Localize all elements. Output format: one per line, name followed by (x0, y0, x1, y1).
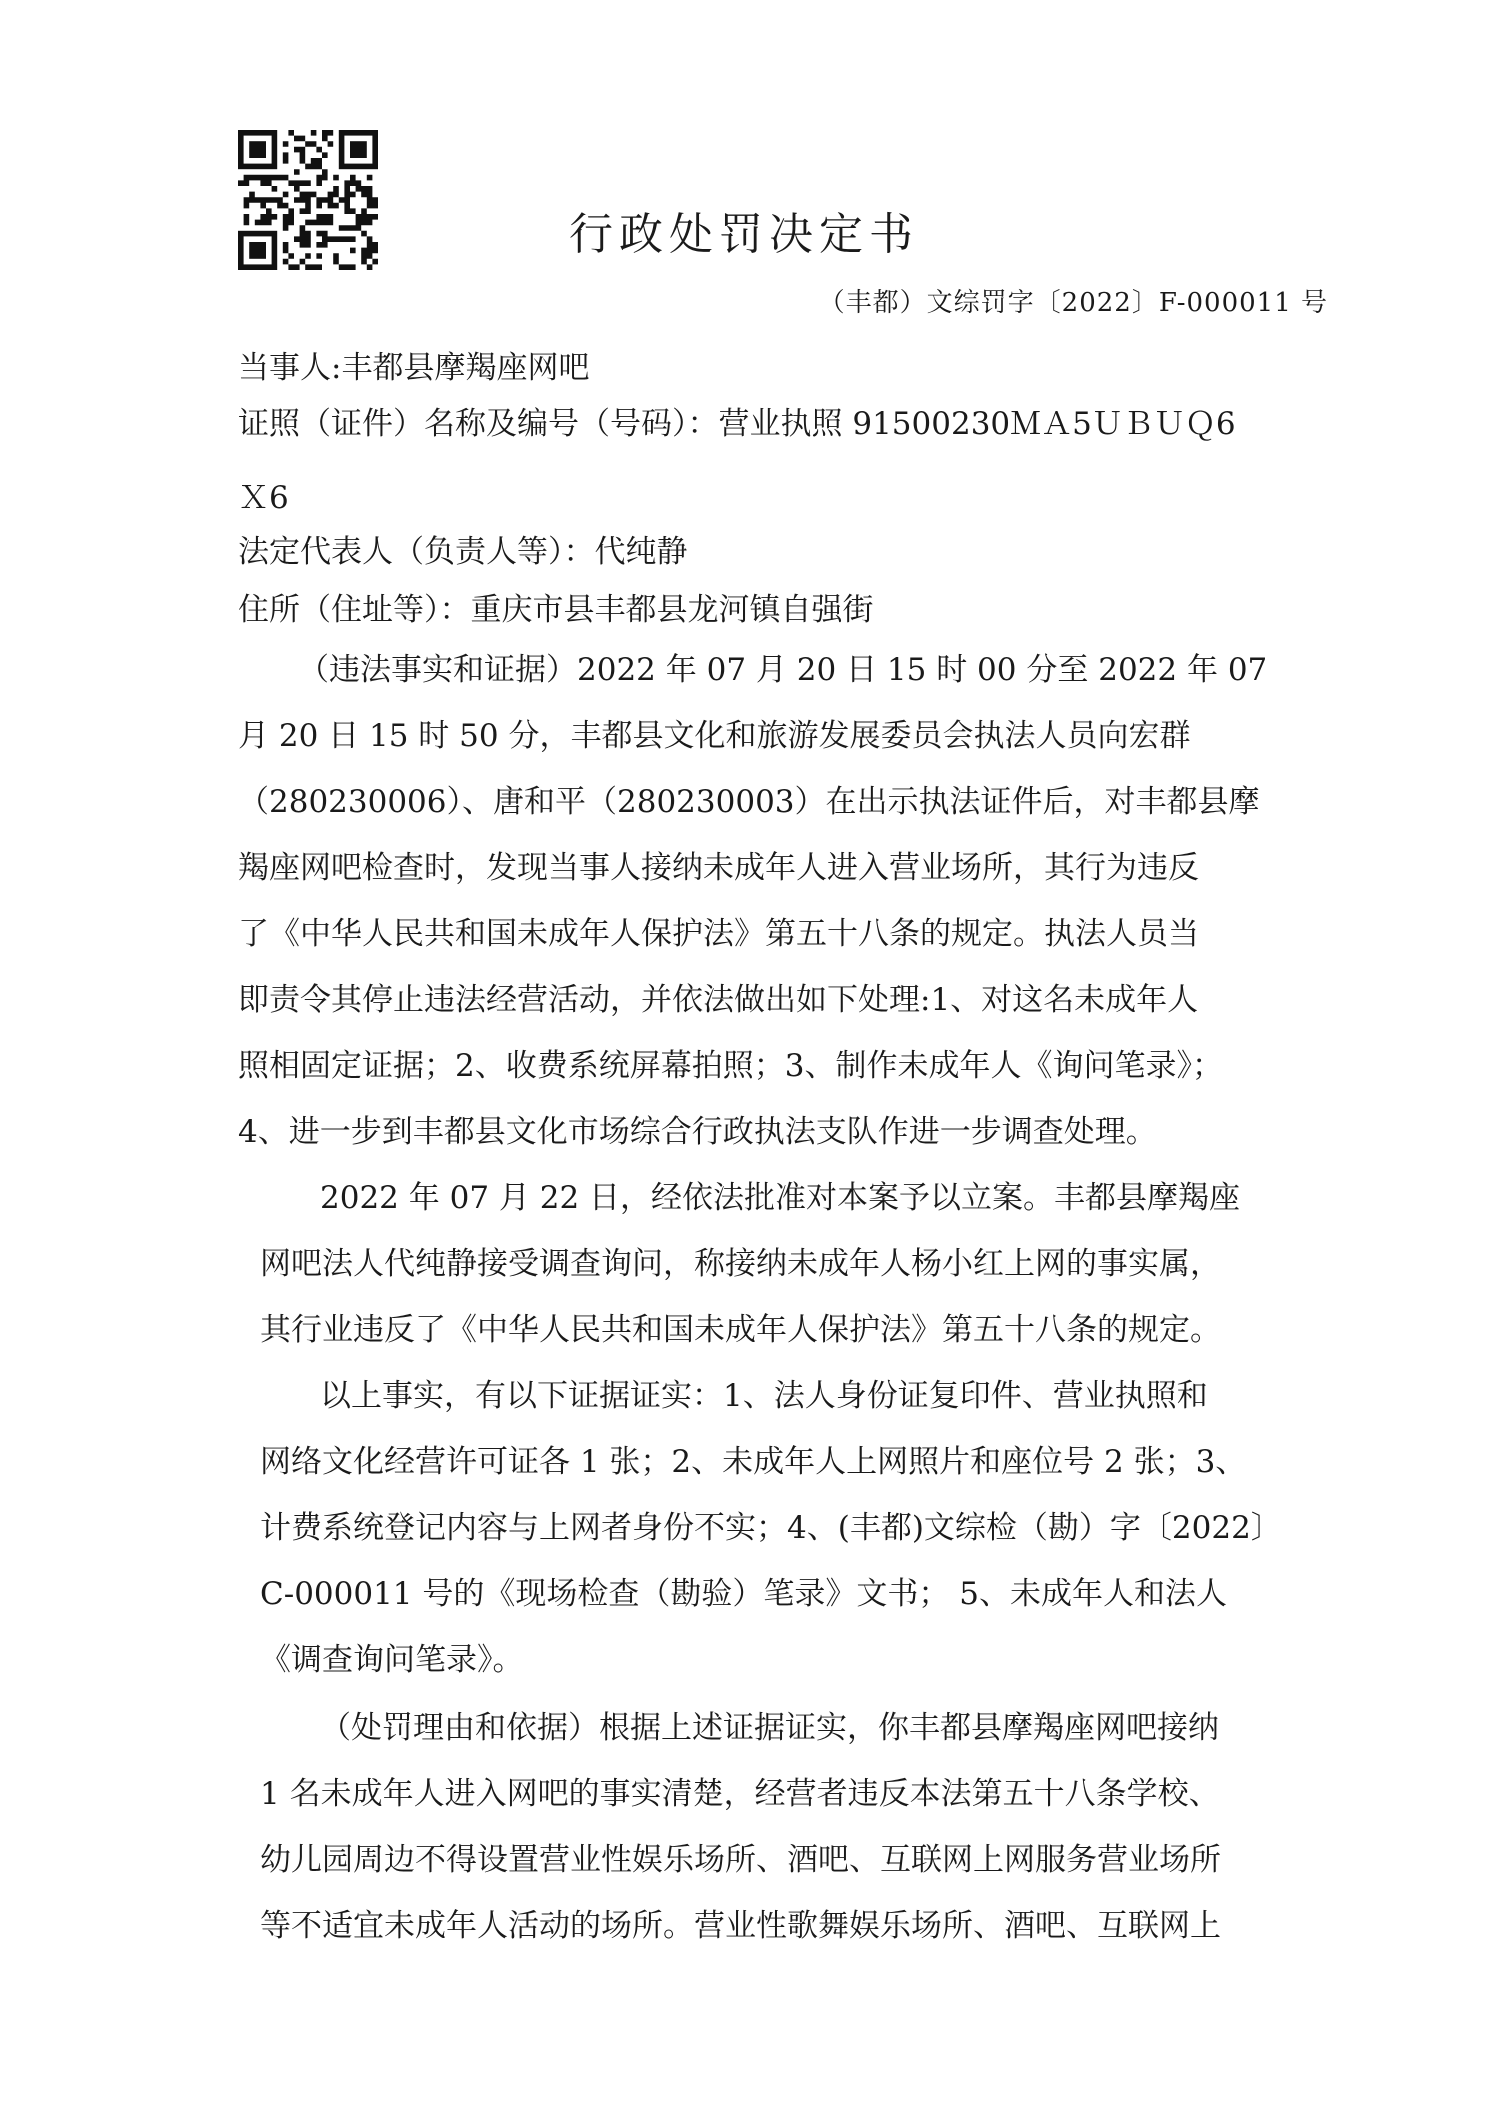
party-name: 当事人:丰都县摩羯座网吧 (238, 350, 590, 386)
text-line: （280230006）、唐和平（280230003）在出示执法证件后，对丰都县摩 (238, 784, 1260, 820)
text-line: 网络文化经营许可证各 1 张；2、未成年人上网照片和座位号 2 张；3、 (260, 1444, 1247, 1480)
text-line: 网吧法人代纯静接受调查询问，称接纳未成年人杨小红上网的事实属， (260, 1246, 1221, 1282)
text-line: 4、进一步到丰都县文化市场综合行政执法支队作进一步调查处理。 (238, 1114, 1157, 1150)
text-line: （处罚理由和依据）根据上述证据证实，你丰都县摩羯座网吧接纳 (320, 1710, 1219, 1746)
text-line: 月 20 日 15 时 50 分，丰都县文化和旅游发展委员会执法人员向宏群 (238, 718, 1191, 754)
text-line: 照相固定证据；2、收费系统屏幕拍照；3、制作未成年人《询问笔录》； (238, 1048, 1223, 1084)
text-line: C-000011 号的《现场检查（勘验）笔录》文书； 5、未成年人和法人 (260, 1576, 1227, 1612)
document-number: （丰都）文综罚字〔2022〕F-000011 号 (818, 288, 1328, 318)
text-line: 了《中华人民共和国未成年人保护法》第五十八条的规定。执法人员当 (238, 916, 1199, 952)
address: 住所（住址等）：重庆市县丰都县龙河镇自强街 (238, 592, 874, 628)
license-number: 证照（证件）名称及编号（号码）：营业执照 91500230ＭＡ5ＵＢＵＱ6 (238, 406, 1236, 442)
license-number-cont: Ｘ6 (238, 480, 289, 516)
text-line: 即责令其停止违法经营活动，并依法做出如下处理:1、对这名未成年人 (238, 982, 1199, 1018)
text-line: 以上事实，有以下证据证实：1、法人身份证复印件、营业执照和 (320, 1378, 1208, 1414)
text-line: 羯座网吧检查时，发现当事人接纳未成年人进入营业场所，其行为违反 (238, 850, 1199, 886)
document-title: 行政处罚决定书 (569, 209, 919, 260)
text-line: 计费系统登记内容与上网者身份不实；4、(丰都)文综检（勘）字〔2022〕 (260, 1510, 1282, 1546)
text-line: 1 名未成年人进入网吧的事实清楚，经营者违反本法第五十八条学校、 (260, 1776, 1220, 1812)
text-line: 《调查询问笔录》。 (260, 1642, 524, 1678)
text-line: 幼儿园周边不得设置营业性娱乐场所、酒吧、互联网上网服务营业场所 (260, 1842, 1221, 1878)
text-line: （违法事实和证据）2022 年 07 月 20 日 15 时 00 分至 2022 年 07 (298, 652, 1268, 688)
text-line: 2022 年 07 月 22 日，经依法批准对本案予以立案。丰都县摩羯座 (320, 1180, 1241, 1216)
legal-representative: 法定代表人（负责人等）：代纯静 (238, 534, 688, 570)
text-line: 其行业违反了《中华人民共和国未成年人保护法》第五十八条的规定。 (260, 1312, 1221, 1348)
text-line: 等不适宜未成年人活动的场所。营业性歌舞娱乐场所、酒吧、互联网上 (260, 1908, 1221, 1944)
